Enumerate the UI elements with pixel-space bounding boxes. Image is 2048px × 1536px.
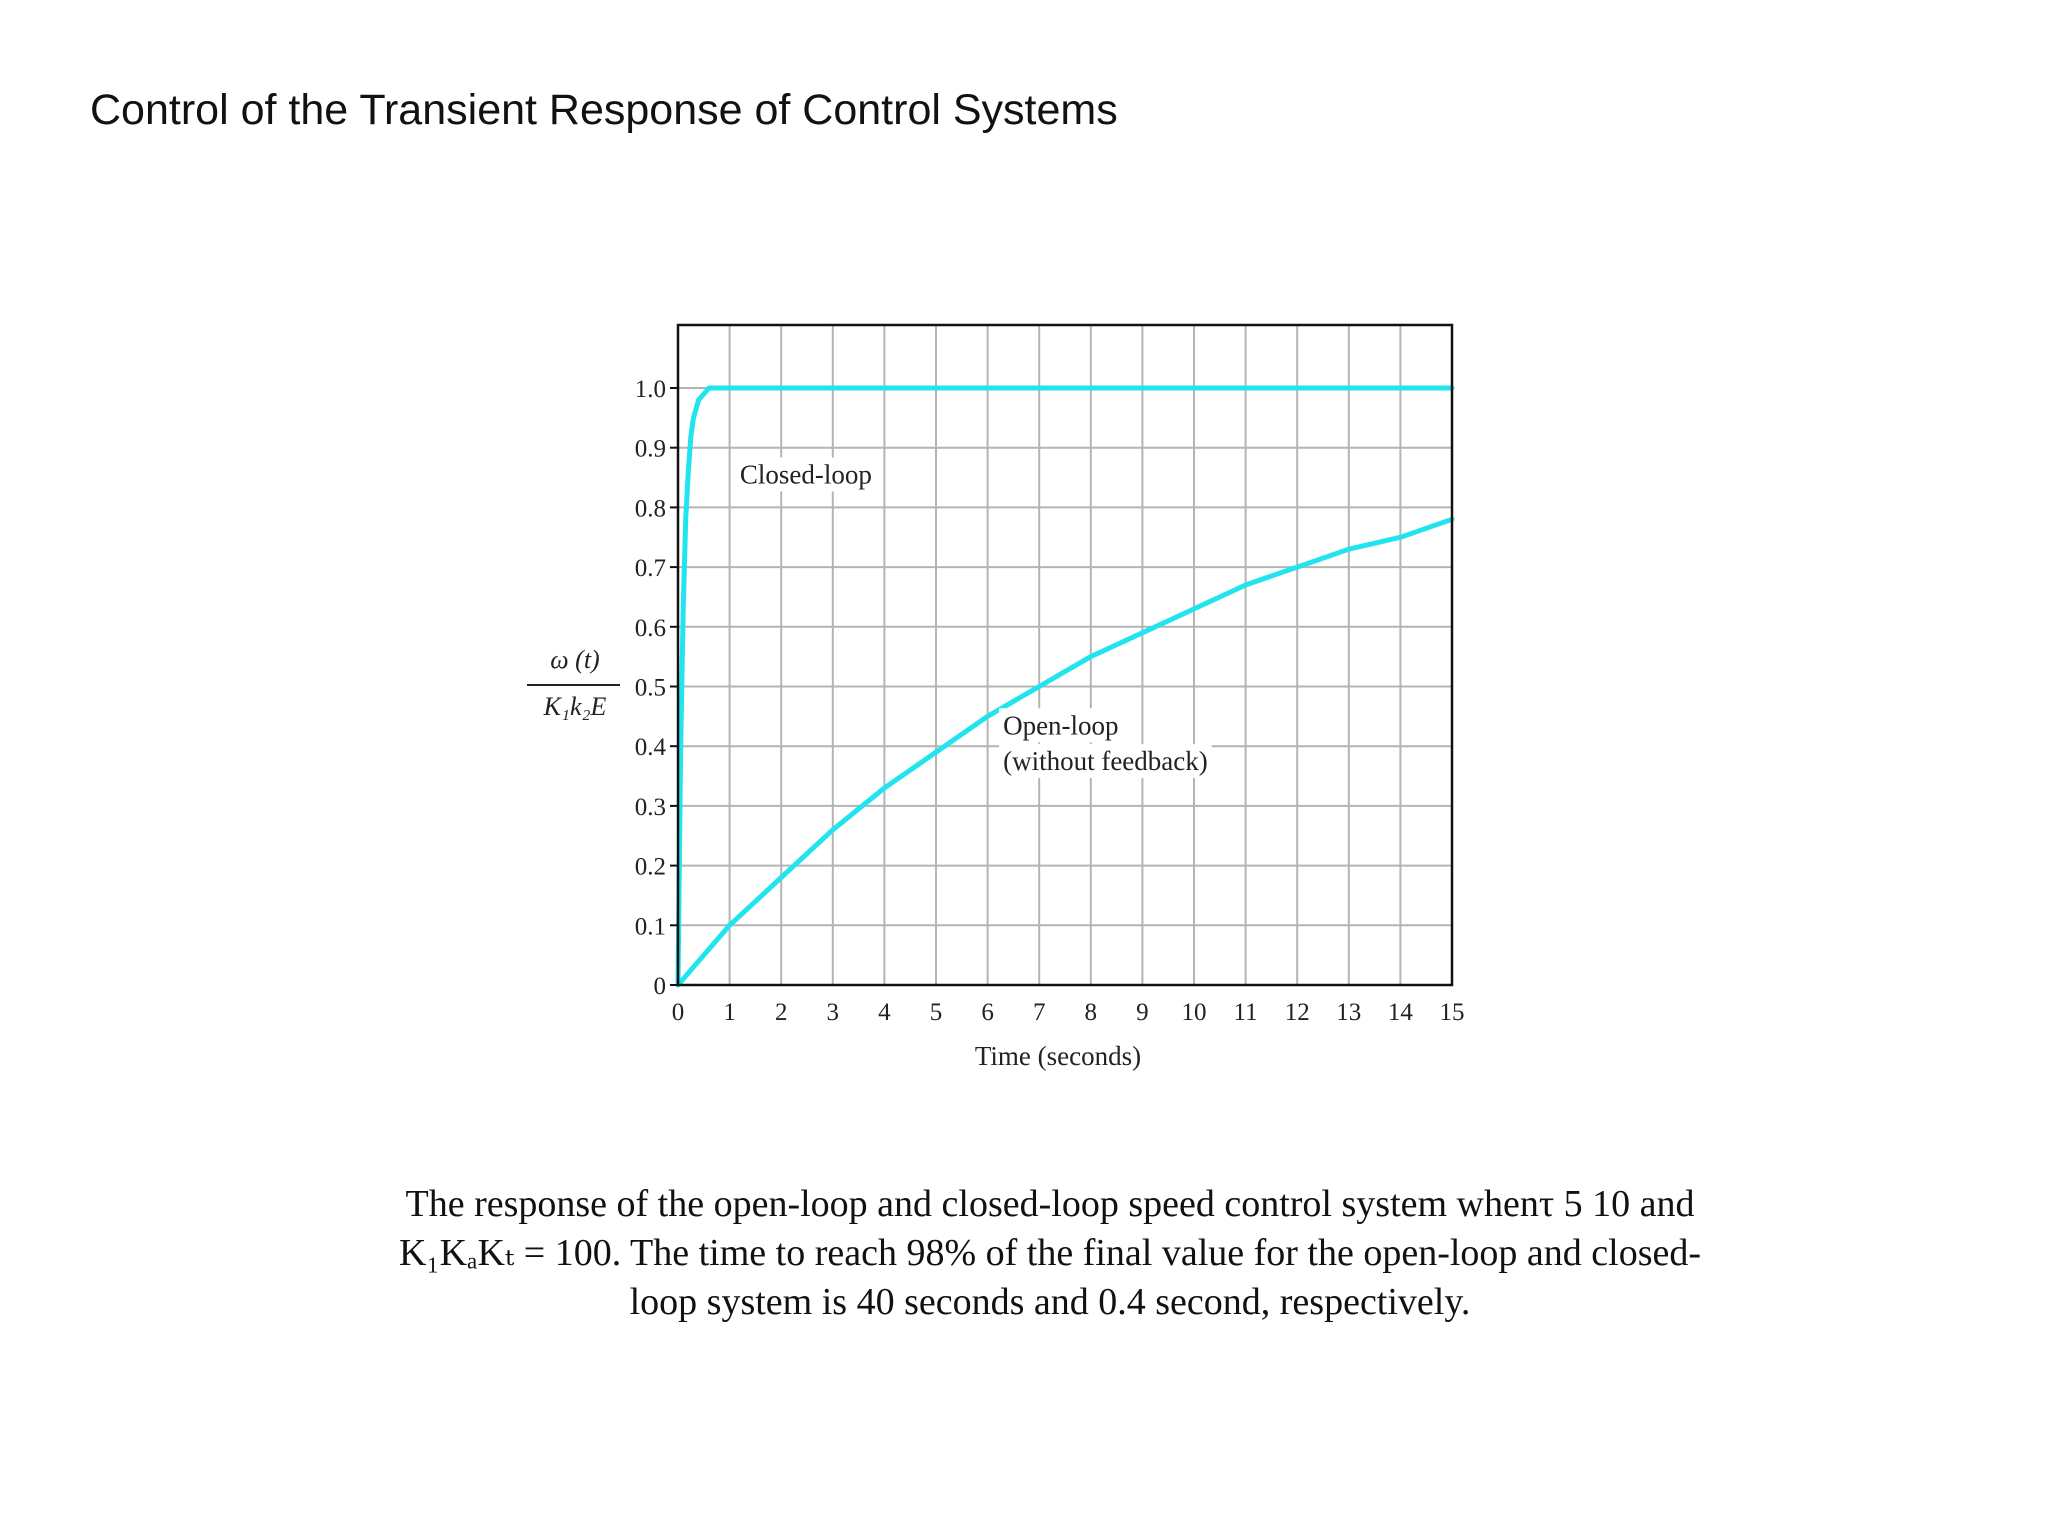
- x-tick-label: 4: [878, 999, 891, 1026]
- annotation-closed-loop: Closed-loop: [739, 459, 872, 490]
- y-tick-label: 0: [653, 973, 666, 1000]
- x-tick-label: 15: [1439, 999, 1465, 1026]
- y-tick-label: 0.1: [634, 913, 666, 941]
- x-tick-label: 10: [1181, 999, 1207, 1026]
- slide-title: Control of the Transient Response of Control Systems: [90, 86, 1118, 134]
- plot-frame: [678, 325, 1452, 985]
- y-tick-label: 0.3: [634, 793, 666, 821]
- y-tick-label: 0.2: [634, 853, 666, 881]
- y-axis-label-denominator: K₁k₂E: [543, 692, 607, 721]
- y-tick-label: 0.9: [634, 435, 666, 463]
- x-tick-label: 0: [671, 999, 685, 1026]
- caption-line-3: loop system is 40 seconds and 0.4 second, respectively.: [629, 1281, 1471, 1323]
- plot-border: [678, 325, 1452, 985]
- x-tick-label: 8: [1084, 999, 1098, 1026]
- figure-caption: [300, 1180, 1800, 1327]
- x-tick-label: 3: [826, 999, 840, 1026]
- x-tick-label: 9: [1136, 999, 1149, 1026]
- annotations: [736, 458, 1212, 779]
- y-tick-label: 0.5: [634, 674, 666, 702]
- x-tick-label: 1: [723, 999, 736, 1026]
- x-tick-label: 12: [1284, 999, 1310, 1026]
- y-tick-label: 1.0: [634, 376, 666, 403]
- x-tick-label: 14: [1387, 999, 1413, 1026]
- y-tick-label: 0.7: [634, 555, 666, 583]
- x-tick-label: 11: [1233, 999, 1258, 1026]
- y-axis-label-numerator: ω (t): [550, 645, 600, 674]
- caption-line-1: The response of the open-loop and closed-loop speed control system whenτ 5 10 and: [405, 1183, 1695, 1225]
- y-tick-label: 0.4: [634, 734, 666, 762]
- x-tick-label: 13: [1336, 999, 1362, 1026]
- x-tick-label: 6: [981, 999, 994, 1026]
- y-tick-label: 0.8: [634, 495, 666, 523]
- y-tick-label: 0.6: [634, 614, 666, 642]
- x-tick-label: 2: [774, 999, 788, 1026]
- grid-lines: [678, 325, 1452, 985]
- annotation-open-loop: Open-loop: [1003, 710, 1119, 741]
- caption-line-2: K₁KₐKₜ = 100. The time to reach 98% of the final value for the open-loop and closed-: [398, 1232, 1702, 1274]
- annotation-without-feedback: (without feedback): [1003, 746, 1208, 777]
- x-tick-label: 7: [1032, 999, 1046, 1026]
- x-axis-label: Time (seconds): [974, 1041, 1142, 1071]
- x-tick-label: 5: [929, 999, 943, 1026]
